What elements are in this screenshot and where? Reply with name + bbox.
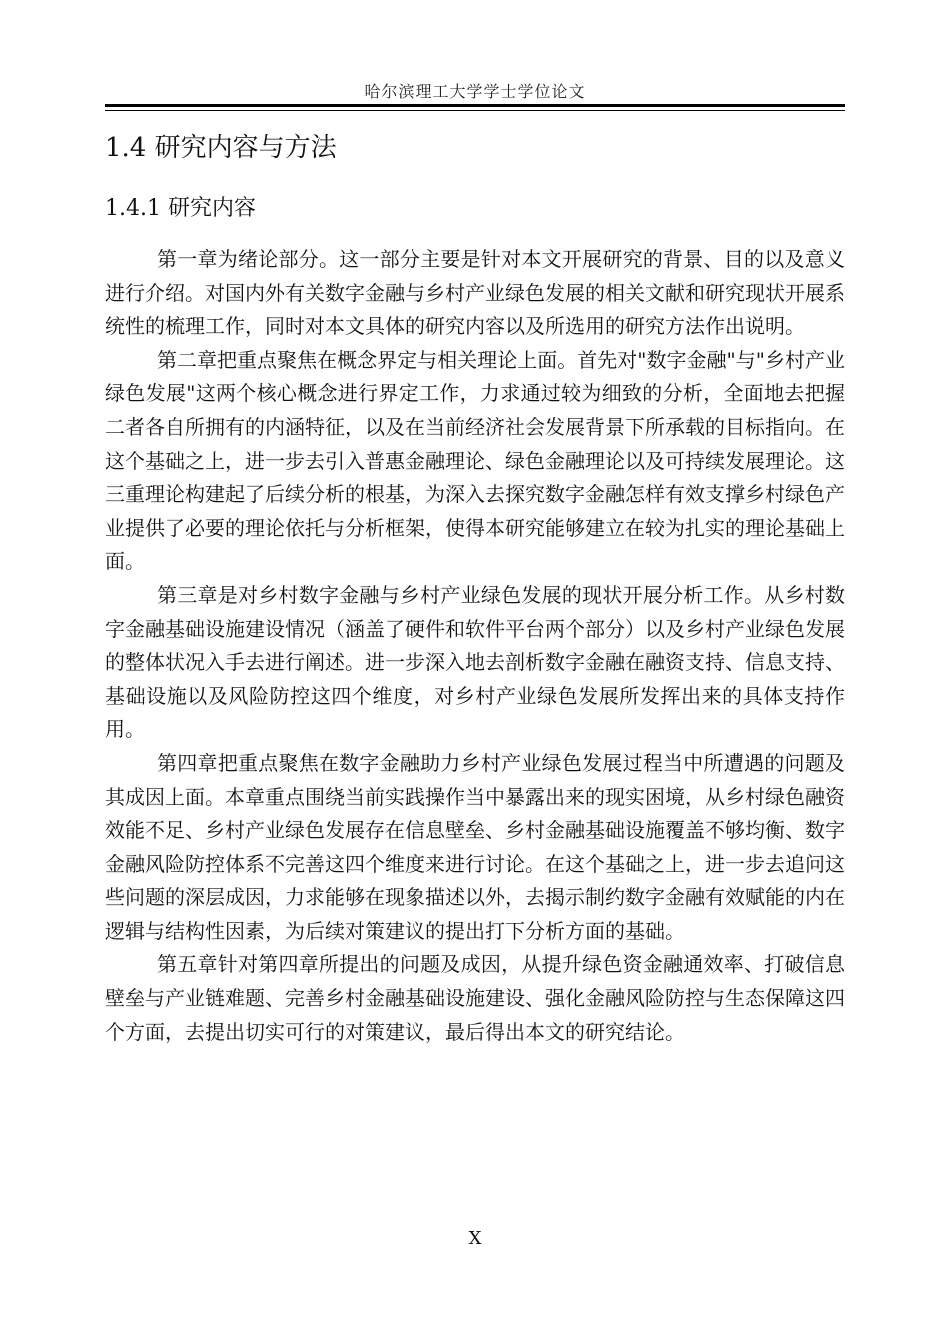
running-header: 哈尔滨理工大学学士学位论文 [364, 82, 586, 101]
paragraph-chapter-3: 第三章是对乡村数字金融与乡村产业绿色发展的现状开展分析工作。从乡村数字金融基础设施建设情况（涵盖了硬件和软件平台两个部分）以及乡村产业绿色发展的整体状况入手去进行阐述。进一步深入地去剖析数字金融在融资支持、信息支持、基础设施以及风险防控这四个维度，对乡村产业绿色发展所发挥出来的具体支持作用。 [105, 582, 845, 742]
paragraph-chapter-2: 第二章把重点聚焦在概念界定与相关理论上面。首先对"数字金融"与"乡村产业绿色发展"这两个核心概念进行界定工作，力求通过较为细致的分析，全面地去把握二者各自所拥有的内涵特征，以及在当前经济社会发展背景下所承载的目标指向。在这个基础之上，进一步去引入普惠金融理论、绿色金融理论以及可持续发展理论。这三重理论构建起了后续分析的根基，为深入去探究数字金融怎样有效支撑乡村绿色产业提供了必要的理论依托与分析框架，使得本研究能够建立在较为扎实的理论基础上面。 [105, 347, 845, 574]
paragraph-chapter-5: 第五章针对第四章所提出的问题及成因，从提升绿色资金融通效率、打破信息壁垒与产业链难题、完善乡村金融基础设施建设、强化金融风险防控与生态保障这四个方面，去提出切实可行的对策建议，最后得出本文的研究结论。 [105, 952, 845, 1044]
subsection-heading: 1.4.1 研究内容 [105, 196, 256, 221]
paragraph-chapter-4: 第四章把重点聚焦在数字金融助力乡村产业绿色发展过程当中所遭遇的问题及其成因上面。本章重点围绕当前实践操作当中暴露出来的现实困境，从乡村绿色融资效能不足、乡村产业绿色发展存在信息壁垒、乡村金融基础设施覆盖不够均衡、数字金融风险防控体系不完善这四个维度来进行讨论。在这个基础之上，进一步去追问这些问题的深层成因，力求能够在现象描述以外，去揭示制约数字金融有效赋能的内在逻辑与结构性因素，为后续对策建议的提出打下分析方面的基础。 [105, 750, 845, 943]
page-number: X [468, 1228, 482, 1249]
body-text [105, 243, 845, 1049]
header-rule [105, 104, 845, 111]
paragraph-chapter-1: 第一章为绪论部分。这一部分主要是针对本文开展研究的背景、目的以及意义进行介绍。对国内外有关数字金融与乡村产业绿色发展的相关文献和研究现状开展系统性的梳理工作，同时对本文具体的研究内容以及所选用的研究方法作出说明。 [105, 247, 845, 339]
section-heading: 1.4 研究内容与方法 [105, 133, 337, 163]
